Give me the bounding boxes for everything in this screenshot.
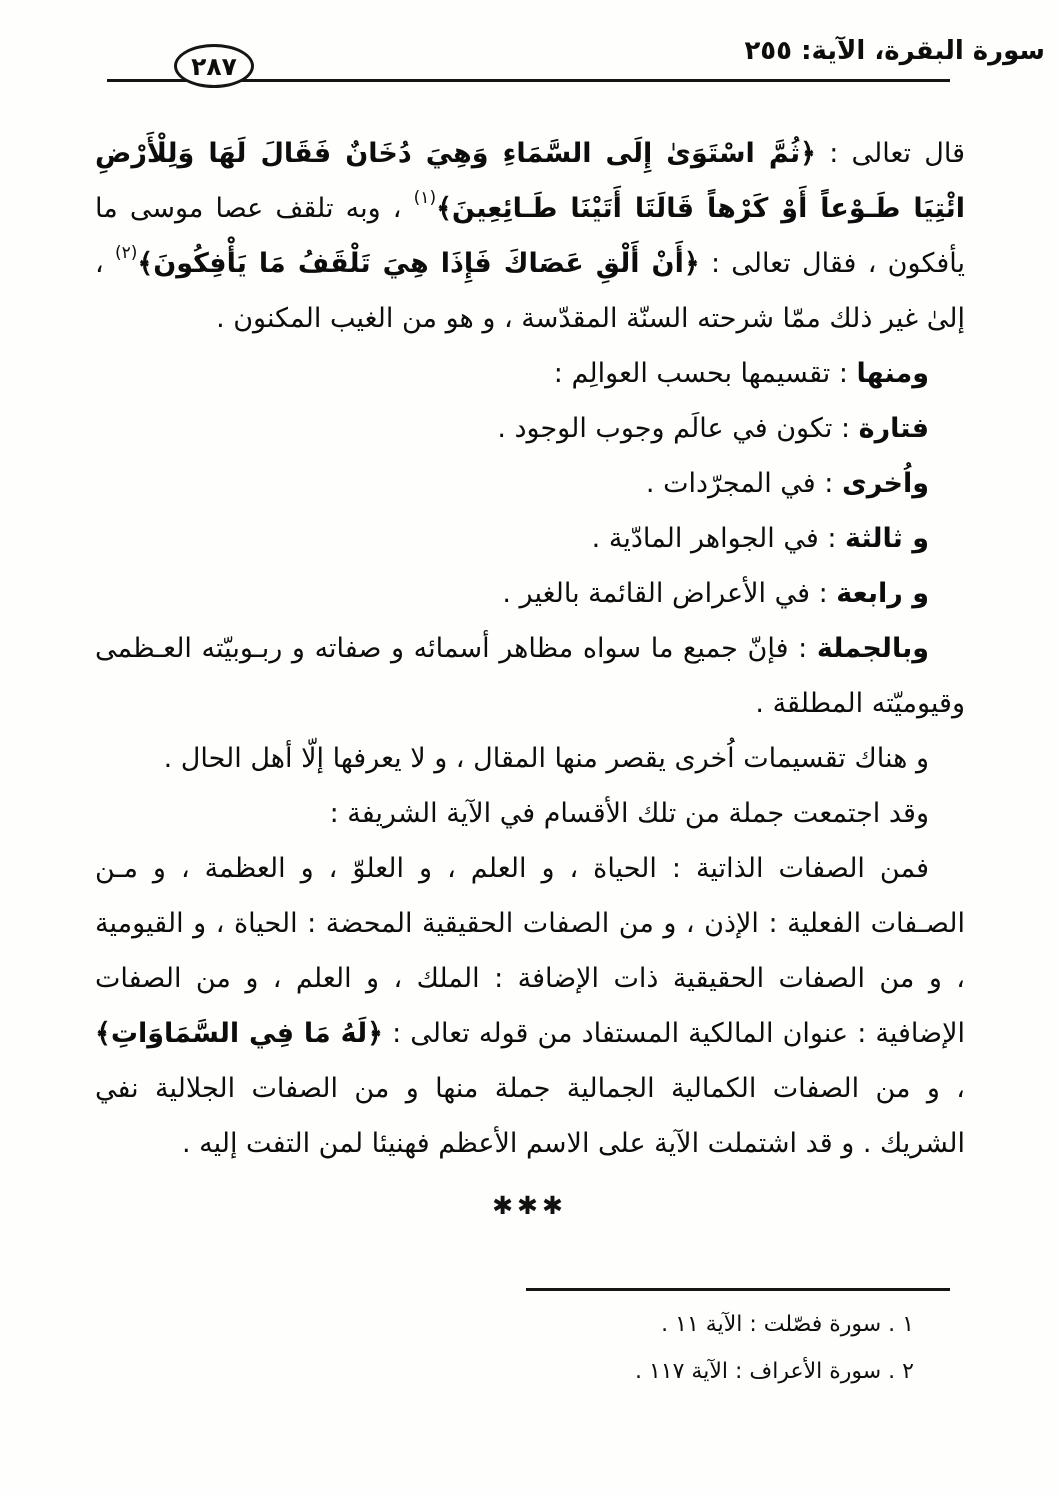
footnote-ref-2: (٢) (114, 243, 138, 263)
quran-quote-2: ﴿أَنْ أَلْقِ عَصَاكَ فَإِذَا هِيَ تَلْقَفُ مَا يَأْفِكُونَ﴾ (137, 248, 700, 279)
page-number: ٢٨٧ (191, 51, 237, 81)
header-chapter-title: سورة البقرة، الآية: ٢٥٥ (744, 36, 1045, 66)
text-run: : في المجرّدات . (645, 468, 842, 499)
footnote-2: ٢ . سورة الأعراف : الآية ١١٧ . (634, 1359, 914, 1384)
lead-word: ومنها (856, 358, 929, 389)
text-run: فمن الصفات الذاتية : الحياة ، و العلم ، و العلوّ ، و العظمة ، و مـن الصـفات الفعلية : الإذن ، و من الصفات الحقيقية المحضة : الحياة ، و القيومية ، و من الصفات الحقيقية ذات الإضافة : الملك ، و العلم ، و من الصفات الإضافية : عنوان المالكية المستفاد من قوله تعالى : (95, 853, 965, 1049)
page-number-badge (174, 44, 254, 88)
paragraph-6 (95, 566, 965, 621)
text-run: : تقسيمها بحسب العوالِم : (553, 358, 857, 389)
lead-word: واُخرى (841, 468, 929, 499)
lead-word: فتارة (858, 413, 929, 444)
lead-word: و رابعة (836, 578, 929, 609)
quran-quote-1: ﴿ثُمَّ اسْتَوَىٰ إِلَى السَّمَاءِ وَهِيَ دُخَانٌ فَقَالَ لَهَا وَلِلْأَرْضِ ائْتِيَا طَـوْعاً أَوْ كَرْهاً قَالَتَا أَتَيْنَا طَـائِعِينَ﴾ (95, 138, 965, 224)
text-run: : في الجواهر المادّية . (591, 523, 845, 554)
section-separator: ✱✱✱ (492, 1191, 567, 1220)
text-run: ، إلىٰ غير ذلك ممّا شرحته السنّة المقدّسة ، و هو من الغيب المكنون . (95, 248, 965, 334)
paragraph-3 (95, 401, 965, 456)
text-run: : فإنّ جميع ما سواه مظاهر أسمائه و صفاته و ربـوبيّته العـظمى وقيوميّته المطلقة . (95, 633, 965, 719)
paragraph-1 (95, 126, 965, 346)
paragraph-4 (95, 456, 965, 511)
footnote-ref-1: (١) (413, 188, 437, 208)
paragraph-9 (95, 786, 965, 841)
lead-word: وبالجملة (816, 633, 929, 664)
paragraph-8 (95, 731, 965, 786)
paragraph-5 (95, 511, 965, 566)
page-body (95, 126, 965, 1171)
quran-quote-3: ﴿لَهُ مَا فِي السَّمَاوَاتِ﴾ (95, 1018, 383, 1049)
text-run: و هناك تقسيمات اُخرى يقصر منها المقال ، و لا يعرفها إلّا أهل الحال . (163, 743, 929, 774)
footnote-1: ١ . سورة فصّلت : الآية ١١ . (661, 1312, 914, 1337)
paragraph-10 (95, 841, 965, 1171)
text-run: ، و من الصفات الكمالية الجمالية جملة منها و من الصفات الجلالية نفي الشريك . و قد اشتملت الآية على الاسم الأعظم فهنيئا لمن التفت إليه . (95, 1073, 965, 1159)
text-run: وقد اجتمعت جملة من تلك الأقسام في الآية الشريفة : (329, 798, 929, 829)
lead-word: و ثالثة (845, 523, 929, 554)
text-run: : في الأعراض القائمة بالغير . (502, 578, 837, 609)
paragraph-7 (95, 621, 965, 731)
text-run: : تكون في عالَم وجوب الوجود . (497, 413, 859, 444)
text-run: ، وبه تلقف عصا موسى ما يأفكون ، فقال تعالى : (95, 193, 965, 279)
text-run: قال تعالى : (815, 138, 966, 169)
footnotes (526, 1288, 950, 1395)
paragraph-2 (95, 346, 965, 401)
